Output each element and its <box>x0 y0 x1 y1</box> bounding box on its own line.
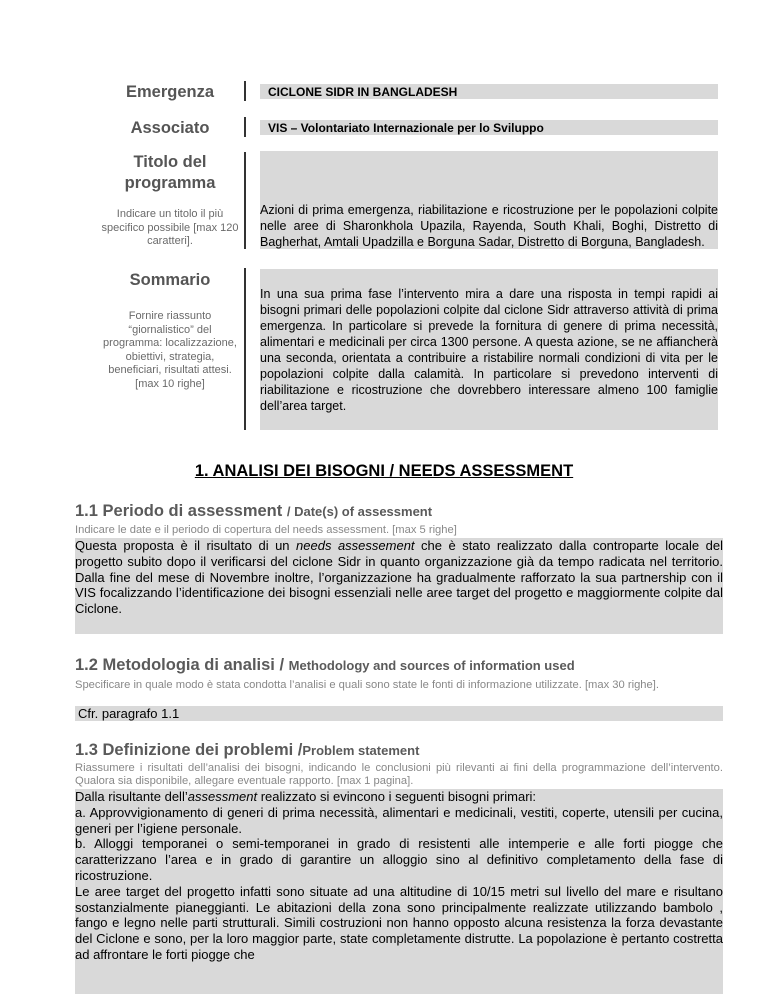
s13-intro-post: realizzato si evincono i seguenti bisogni primari: <box>257 789 537 804</box>
titolo-label: Titolo del programma <box>124 153 216 192</box>
section-1-2-instruction: Specificare in quale modo è stata condotta l’analisi e quali sono state le fonti di informazione utilizzate. [max 30 righe]. <box>75 679 659 691</box>
section-1-2-title: 1.2 Metodologia di analisi / <box>75 656 285 674</box>
section-1-title: 1. ANALISI DEI BISOGNI / NEEDS ASSESSMENT <box>194 462 574 480</box>
section-1-2-body <box>75 706 723 721</box>
titolo-box <box>260 151 718 249</box>
associato-label: Associato <box>130 119 210 137</box>
s13-paragraph: Le aree target del progetto infatti sono situate ad una altitudine di 10/15 metri sul livello del mare e risultano sostanzialmente pianeggianti. Le abitazioni della zona sono principalmente realizzate utilizzando bambolo , fango e legno nelle parti strutturali. Simili costruzioni non hanno opposto alcuna resistenza la forza devastante del Ciclone e sono, per la loro maggior parte, state completamente distrutte. La popolazione è pertanto costretta ad affrontare le forti piogge che <box>75 883 723 962</box>
section-1-3-heading <box>75 741 419 760</box>
section-1-1-body <box>75 538 723 634</box>
emergenza-divider <box>244 81 246 101</box>
associato-value: VIS – Volontariato Internazionale per lo Sviluppo <box>260 120 718 135</box>
s13-intro-em: assessment <box>187 789 258 804</box>
sommario-label: Sommario <box>129 271 211 289</box>
sommario-divider <box>244 268 246 430</box>
section-1-3-title: 1.3 Definizione dei problemi / <box>75 741 303 759</box>
section-1-3-instruction: Riassumere i risultati dell’analisi dei bisogni, indicando le conclusioni più rilevanti ai fini della programmazione dell’intervento. Qualora sia disponibile, allegare eventuale rapporto. [max 1 pagina]. <box>75 762 723 787</box>
titolo-divider <box>244 152 246 249</box>
s11-body-pre: Questa proposta è il risultato di un <box>75 538 297 553</box>
section-1-2-heading <box>75 656 575 675</box>
section-1-1-title: 1.1 Periodo di assessment <box>75 502 283 520</box>
sommario-value: In una sua prima fase l’intervento mira a dare una risposta in tempi rapidi ai bisogni primari delle popolazioni colpite dal ciclone Sidr attraverso attività di prima emergenza. In particolare si prevede la fornitura di genere di prima necessità, alimentari e medicinali per circa 1300 persone. A questa azione, se ne affiancherà una seconda, orientata a contribuire a ristabilire normali condizioni di vita per le popolazioni colpite dalla calamità. In particolare si prevedono interventi di riabilitazione e ricostruzione che dovrebbero interessare almeno 100 famiglie dell’area target. <box>260 287 718 413</box>
section-1-3-body <box>75 789 723 994</box>
section-1-1-subtitle: / Date(s) of assessment <box>286 504 433 519</box>
titolo-hint: Indicare un titolo il più specifico possibile [max 120 caratteri]. <box>101 208 239 247</box>
s12-body-text: Cfr. paragrafo 1.1 <box>78 706 180 721</box>
s13-item-a: a. Approvvigionamento di generi di prima necessità, alimentari e medicinali, vestiti, coperte, utensili per cucina, generi per l’igiene personale. <box>75 804 723 836</box>
emergenza-label: Emergenza <box>125 83 215 101</box>
s13-item-b: b. Alloggi temporanei o semi-temporanei in grado di resistenti alle intemperie e alle forti piogge che caratterizzano l’area e in grado di garantire un alloggio sino al definitivo completamento della fase di ricostruzione. <box>75 836 723 883</box>
sommario-hint: Fornire riassunto “giornalistico” del programma: localizzazione, obiettivi, strategia, beneficiari, risultati attesi. [max 10 righe] <box>103 310 237 390</box>
s11-body-post: che è stato realizzato dalla controparte locale del progetto subito dopo il verificarsi del ciclone Sidr in quanto organizzazione già da tempo radicata nel territorio. Dalla fine del mese di Novembre inoltre, l’organizzazione ha gradualmente rafforzato la sua partnership con il VIS focalizzando l’identificazione dei bisogni essenziali nelle aree target del progetto e maggiormente colpite dal Ciclone. <box>75 538 723 617</box>
section-1-1-heading <box>75 502 432 521</box>
associato-divider <box>244 117 246 137</box>
section-1-3-subtitle: Problem statement <box>302 743 420 758</box>
section-1-1-instruction: Indicare le date e il periodo di copertura del needs assessment. [max 5 righe] <box>75 524 457 536</box>
section-1-2-subtitle: Methodology and sources of information used <box>288 658 575 673</box>
emergenza-value: CICLONE SIDR IN BANGLADESH <box>260 84 718 99</box>
titolo-value: Azioni di prima emergenza, riabilitazione e ricostruzione per le popolazioni colpite nelle aree di Sharonkhola Upazila, Rayenda, South Khali, Boghi, Distretto di Bagherhat, Amtali Upadzilla e Borguna Sadar, Distretto di Borguna, Bangladesh. <box>260 203 718 249</box>
s13-intro-pre: Dalla risultante dell’ <box>75 789 188 804</box>
sommario-box <box>260 269 718 430</box>
s11-body-em: needs assessement <box>296 538 415 553</box>
